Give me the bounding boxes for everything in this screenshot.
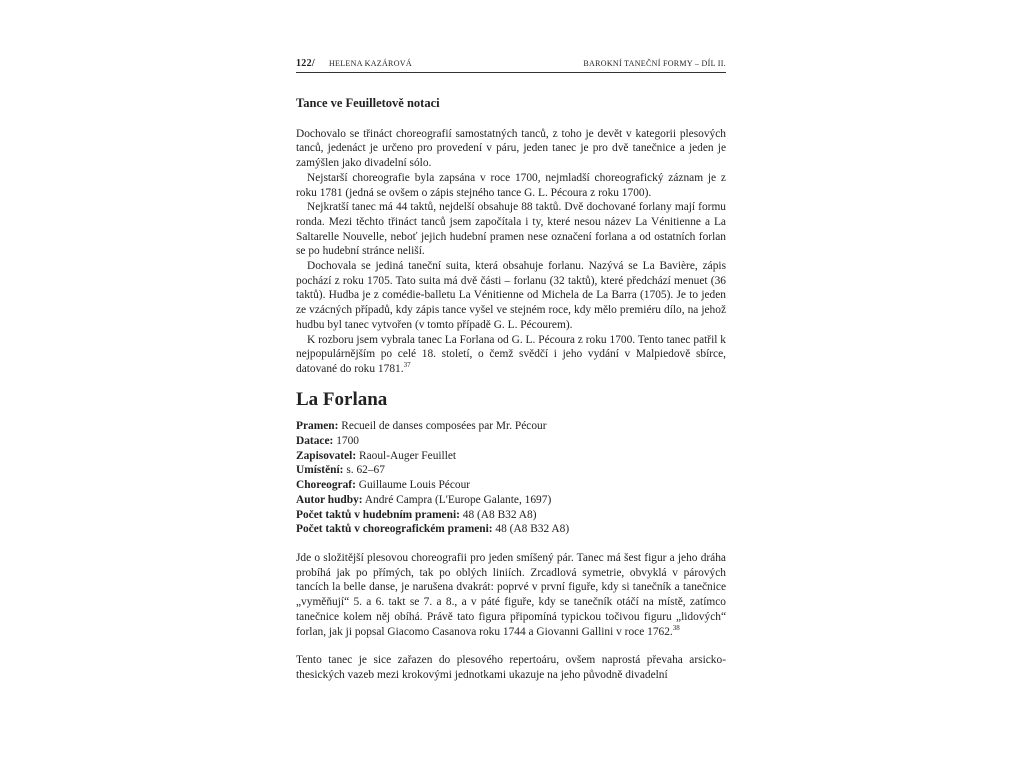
paragraph: Tento tanec je sice zařazen do plesového repertoáru, ovšem naprostá převaha arsicko-thesických vazeb mezi krokovými jednotkami ukazuje na jeho původně divadelní	[296, 654, 726, 681]
paragraph	[296, 333, 726, 377]
meta-label: Datace:	[296, 435, 334, 448]
meta-label: Zapisovatel:	[296, 449, 357, 462]
meta-row	[296, 419, 726, 434]
meta-value: Guillaume Louis Pécour	[358, 479, 471, 492]
meta-row	[296, 463, 726, 478]
header-book-title: BAROKNÍ TANEČNÍ FORMY – DÍL II.	[583, 59, 726, 68]
meta-value: 48 (A8 B32 A8)	[462, 508, 537, 521]
meta-value: Raoul-Auger Feuillet	[358, 449, 457, 462]
meta-row	[296, 508, 726, 523]
meta-row	[296, 449, 726, 464]
dance-title: La Forlana	[296, 388, 388, 410]
paragraph: Dochovalo se třináct choreografií samostatných tanců, z toho je devět v kategorii plesových tanců, jedenáct je určeno pro provedení v páru, jeden tanec je pro dvě tanečnice a jeden je zamýšlen jako divadelní sólo.	[296, 127, 726, 170]
section-heading: Tance ve Feuilletově notaci	[296, 96, 440, 110]
page-content	[296, 96, 726, 683]
running-header	[296, 58, 726, 73]
meta-label: Počet taktů v choreografickém prameni:	[296, 523, 493, 536]
paragraph: Nejkratší tanec má 44 taktů, nejdelší obsahuje 88 taktů. Dvě dochované forlany mají formu ronda. Mezi těchto třináct tanců jsem započítala i ty, které nesou název La Vénitienne a La Saltarelle Nouvelle, neboť jejich hudební pramen nese označení forlana a od ostatních forlan se po hudební stránce neliší.	[296, 201, 726, 258]
meta-label: Počet taktů v hudebním prameni:	[296, 508, 460, 521]
meta-label: Umístění:	[296, 464, 344, 477]
paragraph-text: Jde o složitější plesovou choreografii pro jeden smíšený pár. Tanec má šest figur a jeho dráha probíhá jak po přímých, tak po oblých liniích. Zrcadlová symetrie, obvyklá v párových tancích la belle danse, je narušena dvakrát: poprvé v první figuře, kdy si tanečník a tanečnice „vyměňují“ 5. a 6. takt se 7. a 8., a v páté figuře, kdy se tanečník otáčí na místě, zatímco tanečnice kolem něj obíhá. Právě tato figura připomíná typickou točivou figuru „lidových“ forlan, jak ji popsal Giacomo Casanova roku 1744 a Giovanni Gallini v roce 1762.	[296, 551, 726, 638]
meta-row	[296, 434, 726, 449]
footnote-ref: 37	[403, 361, 411, 370]
meta-value: s. 62–67	[346, 464, 385, 477]
meta-label: Pramen:	[296, 420, 339, 433]
meta-row	[296, 522, 726, 537]
meta-value: Recueil de danses composées par Mr. Pécour	[341, 420, 547, 433]
meta-label: Choreograf:	[296, 479, 356, 492]
footnote-ref: 38	[672, 623, 680, 632]
page-number: 122/	[296, 58, 315, 69]
paragraph: Dochovala se jediná taneční suita, která obsahuje forlanu. Nazývá se La Bavière, zápis pochází z roku 1705. Tato suita má dvě části – forlanu (32 taktů), které předchází menuet (36 taktů). Hudba je z comédie-balletu La Vénitienne od Michela de La Barra (1705). Je to jeden ze vzácných případů, kdy zápis tance vyšel ve stejném roce, kdy mělo premiéru dílo, na jehož hudbu byl tanec vytvořen (v tomto případě G. L. Pécourem).	[296, 260, 726, 331]
meta-row	[296, 478, 726, 493]
paragraph: Nejstarší choreografie byla zapsána v roce 1700, nejmladší choreografický záznam je z roku 1781 (jedná se ovšem o zápis stejného tance G. L. Pécoura z roku 1700).	[296, 171, 726, 199]
meta-row	[296, 493, 726, 508]
paragraph	[296, 551, 726, 639]
meta-label: Autor hudby:	[296, 493, 363, 506]
meta-value: 48 (A8 B32 A8)	[495, 523, 570, 536]
header-author: HELENA KAZÁROVÁ	[328, 59, 412, 68]
meta-value: 1700	[336, 435, 359, 448]
paragraph-text: K rozboru jsem vybrala tanec La Forlana od G. L. Pécoura z roku 1700. Tento tanec patřil k nejpopulárnějším po celé 18. století, o čemž svědčí i jeho vydání v Malpiedově sbírce, datované do roku 1781.	[296, 333, 726, 375]
dance-metadata	[296, 419, 726, 537]
meta-value: André Campra (L'Europe Galante, 1697)	[364, 493, 552, 506]
